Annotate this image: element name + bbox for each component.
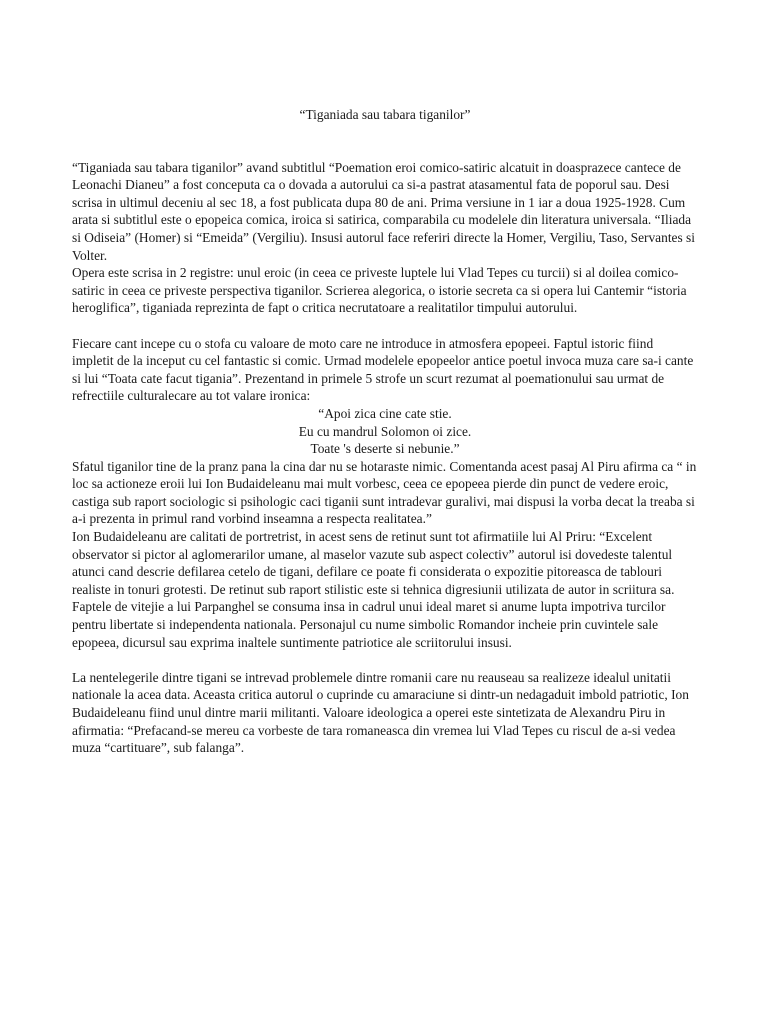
- verse-line-2: Eu cu mandrul Solomon oi zice.: [298, 423, 472, 439]
- paragraph-final: La nentelegerile dintre tigani se intrevad problemele dintre romanii care nu reauseau sa realizeze idealul unitatii nationale la acea data. Aceasta critica autorul o cuprinde cu amaraciune si dintr-un nedagaduit imbold patriotic, Ion Budaideleanu fiind unul dintre marii militanti. Valoare ideologica a operei este sintetizata de Alexandru Piru in afirmatia: “Prefacand-se mereu ca vorbeste de tara romaneasca din vremea lui Vlad Tepes cu riscul de a-si vedea muza “cartituare”, sub falanga”.: [72, 669, 689, 756]
- paragraph-registers: Opera este scrisa in 2 registre: unul eroic (in ceea ce priveste luptele lui Vlad Tepes cu turcii) si al doilea comico-satiric in ceea ce priveste perspectiva tiganilor. Scrierea alegorica, o istorie secreta ca si opera lui Cantemir “istoria heroglifica”, tiganiada reprezinta de fapt o critica necrutatoare a realitatilor timpului autorului.: [72, 265, 687, 316]
- paragraph-intro: “Tiganiada sau tabara tiganilor” avand subtitlul “Poemation eroi comico-satiric alcatuit in doasprazece cantece de Leonachi Dianeu” a fost conceputa ca o dovada a autorului ca si-a pastrat atasamentul fata de poporul sau. Desi scrisa in ultimul deceniu al sec 18, a fost publicata dupa 80 de ani. Prima versiune in 1 iar a doua 1925-1928. Cum arata si subtitlul este o epopeica comica, iroica si satirica, comparabila cu modelele din literatura universala. “Iliada si Odiseia” (Homer) si “Emeida” (Vergiliu). Insusi autorul face referiri directe la Homer, Vergiliu, Taso, Servantes si Volter.: [72, 159, 695, 263]
- verse-line-3: Toate 's deserte si nebunie.”: [310, 441, 460, 457]
- paragraph-portretist: Ion Budaideleanu are calitati de portretrist, in acest sens de retinut sunt tot afirmatiile lui Al Priru: “Excelent observator si pictor al aglomerarilor umane, al maselor vazute sub aspect colectiv” autorul isi dovedeste talentul atunci cand descrie defilarea cetelo de tigani, defilare ce poate fi considerata o expozitie pitoreasca de tablouri realiste in tonuri grotesti. De retinut sub raport stilistic este si tehnica digresiunii utilizata de autor in scriitura sa. Faptele de vitejie a lui Parpanghel se consuma insa in cadrul unui ideal maret si anume lupta impotriva turcilor pentru libertate si independenta nationala. Personajul cu nume simbolic Romandor incheie prin cuvintele sale epopeea, dicursul sau exprima inaltele suntimente patriotice ale scriitorului insusi.: [72, 529, 675, 650]
- paragraph-sfatul: Sfatul tiganilor tine de la pranz pana la cina dar nu se hotaraste nimic. Comentanda acest pasaj Al Piru afirma ca “ in loc sa actioneze eroii lui Ion Budaideleanu mai mult vorbesc, ceea ce epopeea pierde din punct de vedere eroic, castiga sub raport sociologic si psihologic caci tiganii sunt intradevar guralivi, mai dispusi la vorba decat la treaba si a-i prezenta in primul rand vorbind inseamna a respecta realitatea.”: [72, 458, 697, 527]
- document-page: [72, 106, 698, 757]
- paragraph-cant: Fiecare cant incepe cu o stofa cu valoare de moto care ne introduce in atmosfera epopeei. Faptul istoric fiind impletit de la inceput cu cel fantastic si comic. Urmad modelele epopeelor antice poetul invoca muza care sa-i cante si lui “Toata cate facut tigania”. Prezentand in primele 5 strofe un scurt rezumat al poemationului sau urmat de refrectiile culturalecare au tot valare ironica:: [72, 335, 694, 404]
- verse-line-1: “Apoi zica cine cate stie.: [318, 405, 452, 421]
- document-title: “Tiganiada sau tabara tiganilor”: [299, 107, 471, 122]
